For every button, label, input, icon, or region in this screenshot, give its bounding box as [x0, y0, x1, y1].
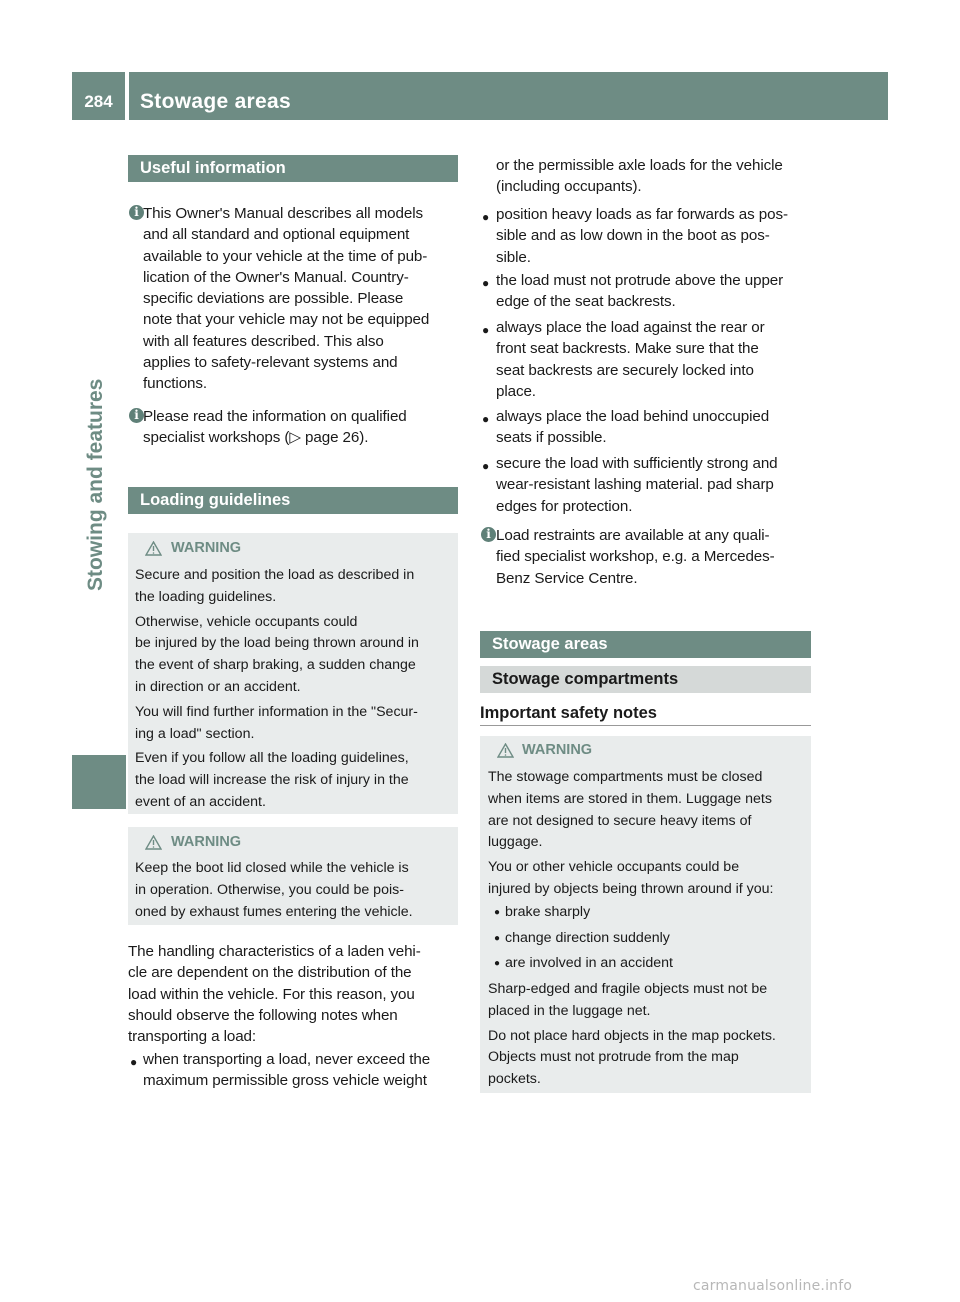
text-line: with all features described. This also [143, 332, 384, 350]
text-line: sible. [496, 248, 531, 266]
loading-bullet-4 [496, 317, 816, 402]
warning-title: WARNING [171, 540, 242, 556]
text-line: in operation. Otherwise, you could be pois- [135, 881, 404, 898]
text-line: edge of the seat backrests. [496, 293, 676, 311]
text-line: or the permissible axle loads for the vehicle [496, 157, 783, 174]
text-line: oned by exhaust fumes entering the vehicle. [135, 903, 413, 920]
text-line: Sharp-edged and fragile objects must not be [488, 981, 768, 997]
text-line: You or other vehicle occupants could be [488, 859, 740, 876]
bullet-marker: ● [482, 459, 490, 473]
text-line: luggage. [488, 834, 543, 851]
text-line: placed in the luggage net. [488, 1002, 651, 1019]
text-line: ing a load" section. [135, 725, 255, 742]
loading-bullet-1 [143, 1049, 463, 1092]
text-line: fied specialist workshop, e.g. a Mercedes- [496, 548, 775, 566]
text-line: are not designed to secure heavy items of [488, 812, 752, 829]
bullet-marker: ● [494, 958, 501, 969]
header-divider [125, 72, 129, 120]
text-line: secure the load with sufficiently strong and [496, 455, 778, 472]
stowage-areas-section-bar: Stowage areas [480, 631, 811, 658]
text-line: and all standard and optional equipment [143, 226, 410, 244]
warning-text-stowage-a [488, 767, 810, 901]
text-line: Load restraints are available at any quali- [496, 527, 770, 544]
text-line: in direction or an accident. [135, 678, 301, 695]
text-line: position heavy loads as far forwards as pos- [496, 206, 788, 223]
warning-title: WARNING [171, 834, 242, 850]
bullet-marker: ● [482, 276, 490, 290]
useful-info-section-bar: Useful information [128, 155, 458, 182]
text-line: lication of the Owner's Manual. Country- [143, 268, 409, 286]
loading-bullet-5 [496, 406, 816, 449]
bullet-marker: ● [482, 210, 490, 224]
bullet-1-continued [496, 155, 816, 198]
text-line: injured by objects being thrown around if you: [488, 880, 774, 897]
text-line: The stowage compartments must be closed [488, 769, 763, 785]
text-line: Please read the information on qualified [143, 408, 407, 425]
stowage-compartments-subsection-bar: Stowage compartments [480, 666, 811, 693]
text-line: cle are dependent on the distribution of the [128, 964, 412, 982]
text-line: specialist workshops (▷ page 26). [143, 429, 369, 447]
text-line: sible and as low down in the boot as pos- [496, 227, 770, 245]
text-line: always place the load against the rear or [496, 319, 765, 336]
warning-bullet-1: brake sharply [505, 904, 591, 920]
text-line: the loading guidelines. [135, 588, 277, 605]
text-line: load within the vehicle. For this reason, you [128, 985, 415, 1003]
text-line: (including occupants). [496, 178, 642, 196]
text-line: edges for protection. [496, 497, 633, 515]
warning-triangle-icon [145, 835, 162, 850]
text-line: maximum permissible gross vehicle weight [143, 1072, 427, 1090]
text-line: Objects must not protrude from the map [488, 1049, 739, 1066]
text-line: pockets. [488, 1071, 541, 1088]
page-number: 284 [84, 92, 113, 111]
text-line: Secure and position the load as described in [135, 567, 415, 583]
info-icon: i [481, 527, 496, 542]
loading-bullet-2 [496, 204, 816, 268]
warning-triangle-icon [497, 743, 514, 758]
bullet-marker: ● [494, 907, 501, 918]
text-line: specific deviations are possible. Please [143, 290, 404, 308]
text-line: The handling characteristics of a laden vehi- [128, 943, 421, 960]
text-line: seat backrests are securely locked into [496, 361, 754, 379]
warning-bullet-3: are involved in an accident [505, 955, 673, 971]
text-line: front seat backrests. Make sure that the [496, 340, 759, 358]
warning-triangle-icon [145, 541, 162, 556]
important-safety-notes-heading: Important safety notes [480, 704, 811, 726]
text-line: Benz Service Centre. [496, 569, 638, 587]
useful-info-note-2 [143, 406, 461, 449]
bullet-marker: ● [482, 323, 490, 337]
load-restraints-note [496, 525, 816, 589]
text-line: Keep the boot lid closed while the vehicle is [135, 860, 409, 876]
text-line: when items are stored in them. Luggage nets [488, 790, 772, 807]
page-title: Stowage areas [140, 90, 291, 113]
text-line: be injured by the load being thrown around in [135, 635, 419, 652]
warning-text-boot-lid [135, 858, 455, 923]
warning-text-loading [135, 565, 455, 814]
useful-info-note-1 [143, 203, 461, 395]
text-line: Otherwise, vehicle occupants could [135, 613, 358, 630]
text-line: applies to safety-relevant systems and [143, 354, 398, 372]
text-line: place. [496, 382, 536, 400]
text-line: Do not place hard objects in the map pockets. [488, 1027, 776, 1044]
warning-bullet-2: change direction suddenly [505, 930, 670, 946]
bullet-marker: ● [494, 933, 501, 944]
text-line: wear-resistant lashing material. pad sharp [496, 476, 774, 494]
text-line: This Owner's Manual describes all models [143, 205, 423, 222]
text-line: functions. [143, 375, 208, 393]
text-line: seats if possible. [496, 429, 607, 447]
text-line: note that your vehicle may not be equipped [143, 311, 430, 329]
text-line: available to your vehicle at the time of pub- [143, 247, 428, 265]
loading-bullet-3 [496, 270, 816, 313]
info-icon: i [129, 205, 144, 220]
warning-title: WARNING [522, 742, 593, 758]
text-line: the load must not protrude above the upper [496, 272, 784, 289]
loading-guidelines-section-bar: Loading guidelines [128, 487, 458, 514]
bullet-marker: ● [482, 412, 490, 426]
bullet-marker: ● [130, 1055, 138, 1069]
text-line: should observe the following notes when [128, 1006, 398, 1024]
info-icon: i [129, 408, 144, 423]
text-line: transporting a load: [128, 1028, 257, 1046]
text-line: event of an accident. [135, 793, 266, 810]
text-line: Even if you follow all the loading guidelines, [135, 750, 409, 767]
loading-body-text [128, 941, 460, 1047]
text-line: always place the load behind unoccupied [496, 408, 770, 425]
loading-bullet-6 [496, 453, 816, 517]
text-line: the event of sharp braking, a sudden change [135, 657, 416, 674]
warning-text-stowage-b [488, 979, 810, 1091]
watermark: carmanualsonline.info [693, 1278, 853, 1294]
text-line: You will find further information in the "Secur- [135, 703, 418, 720]
side-tab-marker [72, 755, 126, 809]
text-line: the load will increase the risk of injury in the [135, 772, 409, 789]
text-line: when transporting a load, never exceed the [143, 1051, 431, 1068]
